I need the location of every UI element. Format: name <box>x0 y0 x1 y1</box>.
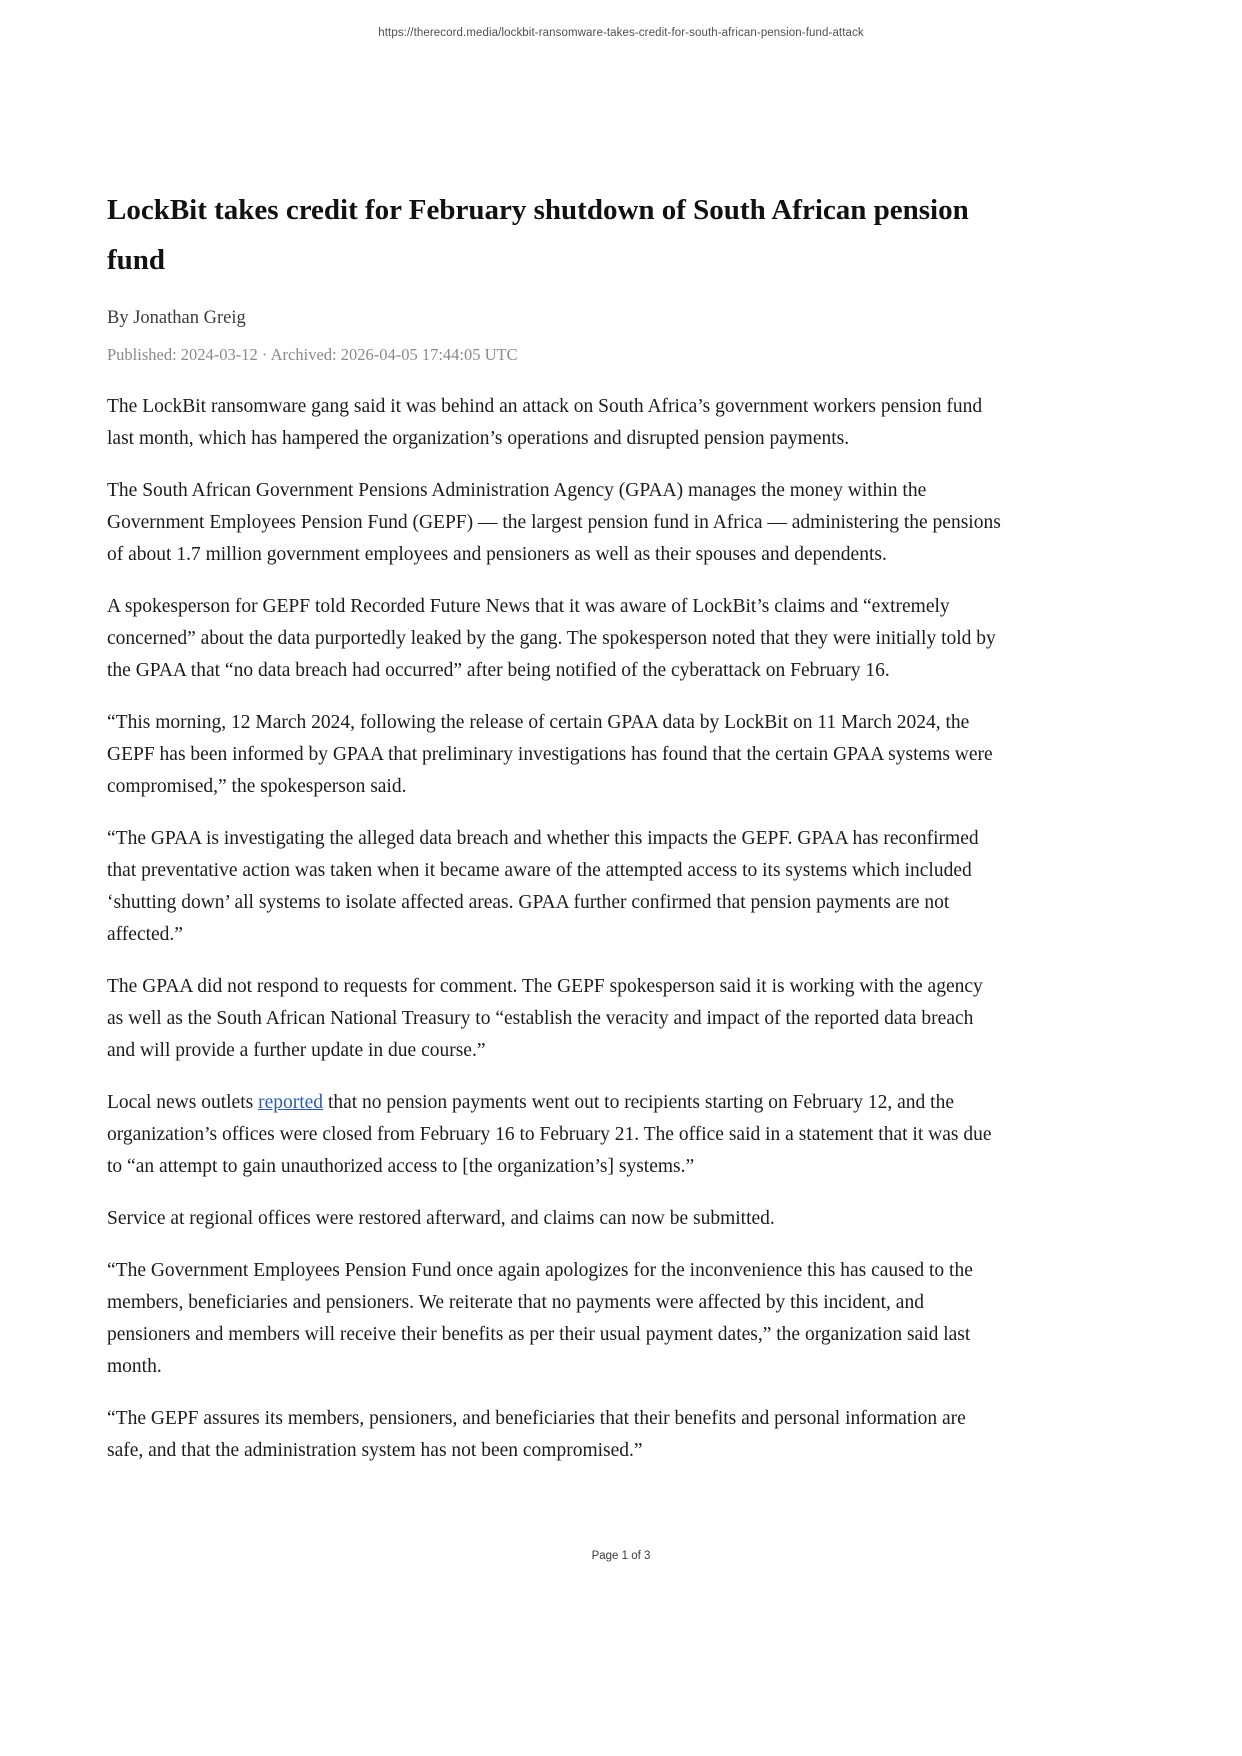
paragraph-text: that no pension payments went out to recipients starting on February 12, and the organization’s offices were closed from February 16 to February 21. The office said in a statement that it was due to “an attempt to gain unauthorized access to [the organization’s] systems.” <box>107 1091 992 1177</box>
article-paragraph: “The GEPF assures its members, pensioners, and beneficiaries that their benefits and personal information are safe, and that the administration system has not been compromised.” <box>107 1407 966 1461</box>
article-paragraph: The South African Government Pensions Administration Agency (GPAA) manages the money within the Government Employees Pension Fund (GEPF) — the largest pension fund in Africa — administering the pensions of about 1.7 million government employees and pensioners as well as their spouses and dependents. <box>107 479 1001 565</box>
article-body <box>107 391 1003 1467</box>
article-title: LockBit takes credit for February shutdown of South African pension fund <box>107 194 969 276</box>
article-content <box>107 0 1003 1467</box>
article-paragraph: “This morning, 12 March 2024, following the release of certain GPAA data by LockBit on 11 March 2024, the GEPF has been informed by GPAA that preliminary investigations has found that the certain GPAA systems were compromised,” the spokesperson said. <box>107 711 993 797</box>
article-byline: By Jonathan Greig <box>107 307 246 328</box>
print-header-url: https://therecord.media/lockbit-ransomware-takes-credit-for-south-african-pension-fund-attack <box>378 27 864 39</box>
reported-link[interactable]: reported <box>258 1091 324 1113</box>
article-paragraph: Service at regional offices were restored afterward, and claims can now be submitted. <box>107 1207 775 1229</box>
article-meta: Published: 2024-03-12 · Archived: 2026-04-05 17:44:05 UTC <box>107 344 518 364</box>
article-paragraph: “The Government Employees Pension Fund once again apologizes for the inconvenience this has caused to the members, beneficiaries and pensioners. We reiterate that no payments were affected by this incident, and pensioners and members will receive their benefits as per their usual payment dates,” the organization said last month. <box>107 1259 973 1377</box>
paragraph-text: Local news outlets <box>107 1091 259 1113</box>
article-paragraph: The LockBit ransomware gang said it was behind an attack on South Africa’s government workers pension fund last month, which has hampered the organization’s operations and disrupted pension payments. <box>107 395 983 449</box>
page-number: Page 1 of 3 <box>591 1550 651 1562</box>
article-paragraph: The GPAA did not respond to requests for comment. The GEPF spokesperson said it is working with the agency as well as the South African National Treasury to “establish the veracity and impact of the reported data breach and will provide a further update in due course.” <box>107 975 983 1061</box>
article-paragraph <box>107 1087 1003 1183</box>
article-paragraph: A spokesperson for GEPF told Recorded Future News that it was aware of LockBit’s claims and “extremely concerned” about the data purportedly leaked by the gang. The spokesperson noted that they were initially told by the GPAA that “no data breach had occurred” after being notified of the cyberattack on February 16. <box>107 595 996 681</box>
article-paragraph: “The GPAA is investigating the alleged data breach and whether this impacts the GEPF. GPAA has reconfirmed that preventative action was taken when it became aware of the attempted access to its systems which included ‘shutting down’ all systems to isolate affected areas. GPAA further confirmed that pension payments are not affected.” <box>107 827 979 945</box>
